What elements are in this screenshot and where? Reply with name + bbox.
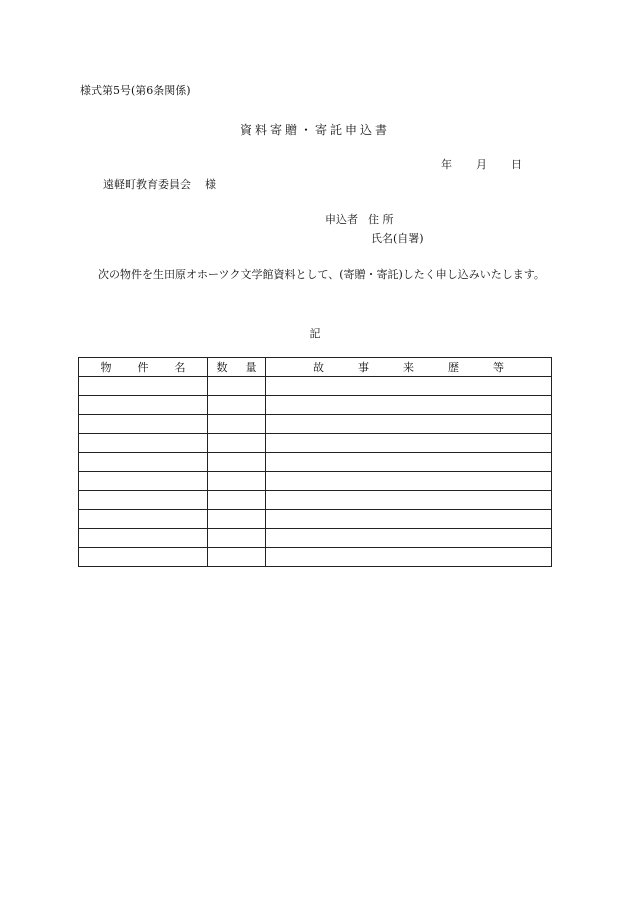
cell-name[interactable] [79, 434, 208, 453]
table-row [79, 377, 552, 396]
cell-quantity[interactable] [208, 396, 266, 415]
cell-quantity[interactable] [208, 377, 266, 396]
date-line [441, 156, 522, 172]
cell-quantity[interactable] [208, 529, 266, 548]
table-row [79, 415, 552, 434]
form-number: 様式第5号(第6条関係) [80, 84, 191, 97]
table-row [79, 529, 552, 548]
date-year-label: 年 [441, 158, 452, 171]
table-row [79, 472, 552, 491]
cell-history[interactable] [266, 453, 552, 472]
table-row [79, 510, 552, 529]
cell-name[interactable] [79, 415, 208, 434]
cell-quantity[interactable] [208, 491, 266, 510]
cell-history[interactable] [266, 529, 552, 548]
cell-name[interactable] [79, 510, 208, 529]
cell-name[interactable] [79, 396, 208, 415]
ki-heading: 記 [309, 327, 321, 340]
cell-name[interactable] [79, 529, 208, 548]
cell-history[interactable] [266, 491, 552, 510]
body-text: 次の物件を生田原オホーツク文学館資料として、(寄贈・寄託)したく申し込みいたします。 [98, 268, 545, 281]
cell-history[interactable] [266, 472, 552, 491]
cell-name[interactable] [79, 491, 208, 510]
cell-history[interactable] [266, 415, 552, 434]
date-month-label: 月 [476, 158, 487, 171]
cell-quantity[interactable] [208, 434, 266, 453]
addressee [103, 176, 216, 192]
table-row [79, 434, 552, 453]
table-row [79, 548, 552, 567]
applicant-address-line [325, 211, 394, 227]
cell-quantity[interactable] [208, 472, 266, 491]
cell-history[interactable] [266, 510, 552, 529]
cell-history[interactable] [266, 377, 552, 396]
table-row [79, 453, 552, 472]
header-history: 故 事 来 歴 等 [266, 358, 552, 377]
cell-name[interactable] [79, 453, 208, 472]
address-label: 住 所 [368, 213, 394, 226]
cell-history[interactable] [266, 434, 552, 453]
document-title: 資料寄贈・寄託申込書 [239, 123, 390, 137]
cell-history[interactable] [266, 548, 552, 567]
cell-quantity[interactable] [208, 453, 266, 472]
cell-name[interactable] [79, 548, 208, 567]
cell-name[interactable] [79, 472, 208, 491]
addressee-honorific: 様 [205, 178, 216, 191]
applicant-label: 申込者 [325, 213, 358, 226]
cell-history[interactable] [266, 396, 552, 415]
applicant-name-label: 氏名(自署) [371, 232, 424, 245]
table-row [79, 491, 552, 510]
cell-name[interactable] [79, 377, 208, 396]
cell-quantity[interactable] [208, 548, 266, 567]
table-row [79, 396, 552, 415]
cell-quantity[interactable] [208, 510, 266, 529]
table-header-row [79, 358, 552, 377]
addressee-name: 遠軽町教育委員会 [103, 178, 191, 191]
cell-quantity[interactable] [208, 415, 266, 434]
date-day-label: 日 [511, 158, 522, 171]
header-item-name: 物 件 名 [79, 358, 208, 377]
items-table [78, 357, 552, 567]
header-quantity: 数 量 [208, 358, 266, 377]
